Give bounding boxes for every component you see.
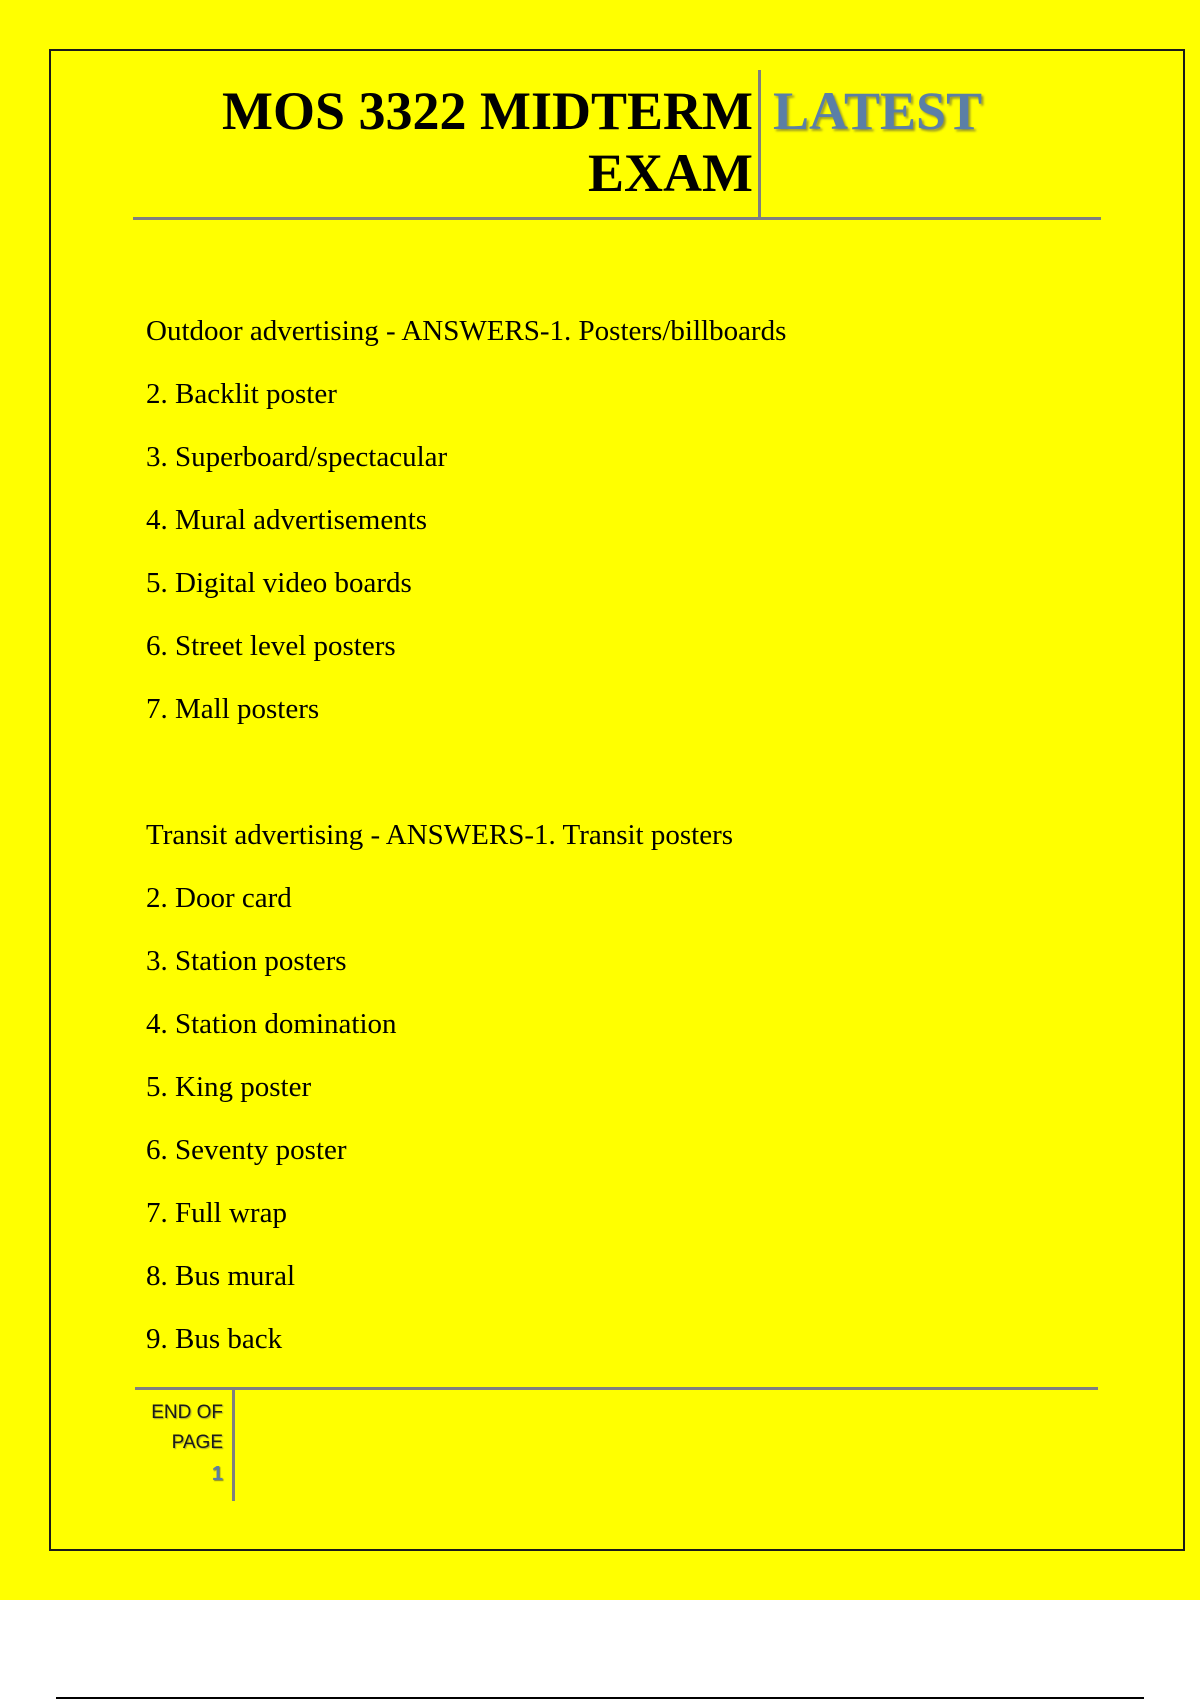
list-item: 5. Digital video boards [146,567,412,599]
section-outdoor-advertising [146,303,1096,744]
page-number: 1 [211,1463,223,1485]
end-of-page-line-2: PAGE [171,1432,223,1453]
footer-divider [232,1390,235,1501]
latest-label: LATEST [773,81,983,141]
list-item: 2. Door card [146,882,292,914]
list-item: 9. Bus back [146,1323,283,1355]
section-transit-advertising [146,807,1096,1374]
document-body [146,303,1096,1374]
section-heading: Outdoor advertising - ANSWERS-1. Posters/billboards [146,315,787,347]
page-header [133,70,1101,220]
list-item: 4. Station domination [146,1008,397,1040]
list-item: 7. Mall posters [146,693,320,725]
list-item: 6. Street level posters [146,630,396,662]
list-item: 5. King poster [146,1071,312,1103]
exam-title [133,80,753,204]
list-item: 3. Superboard/spectacular [146,441,448,473]
end-of-page-label [135,1398,223,1458]
list-item: 6. Seventy poster [146,1134,347,1166]
end-of-page-line-1: END OF [151,1402,223,1423]
page-footer [135,1387,1098,1501]
exam-title-line-2: EXAM [588,143,753,203]
list-item: 2. Backlit poster [146,378,337,410]
section-heading: Transit advertising - ANSWERS-1. Transit posters [146,819,734,851]
section-spacer [146,744,1096,807]
header-divider [758,70,761,220]
list-item: 4. Mural advertisements [146,504,428,536]
list-item: 8. Bus mural [146,1260,296,1292]
exam-title-line-1: MOS 3322 MIDTERM [222,81,753,141]
list-item: 7. Full wrap [146,1197,287,1229]
list-item: 3. Station posters [146,945,347,977]
next-page-top-rule [56,1697,1144,1699]
